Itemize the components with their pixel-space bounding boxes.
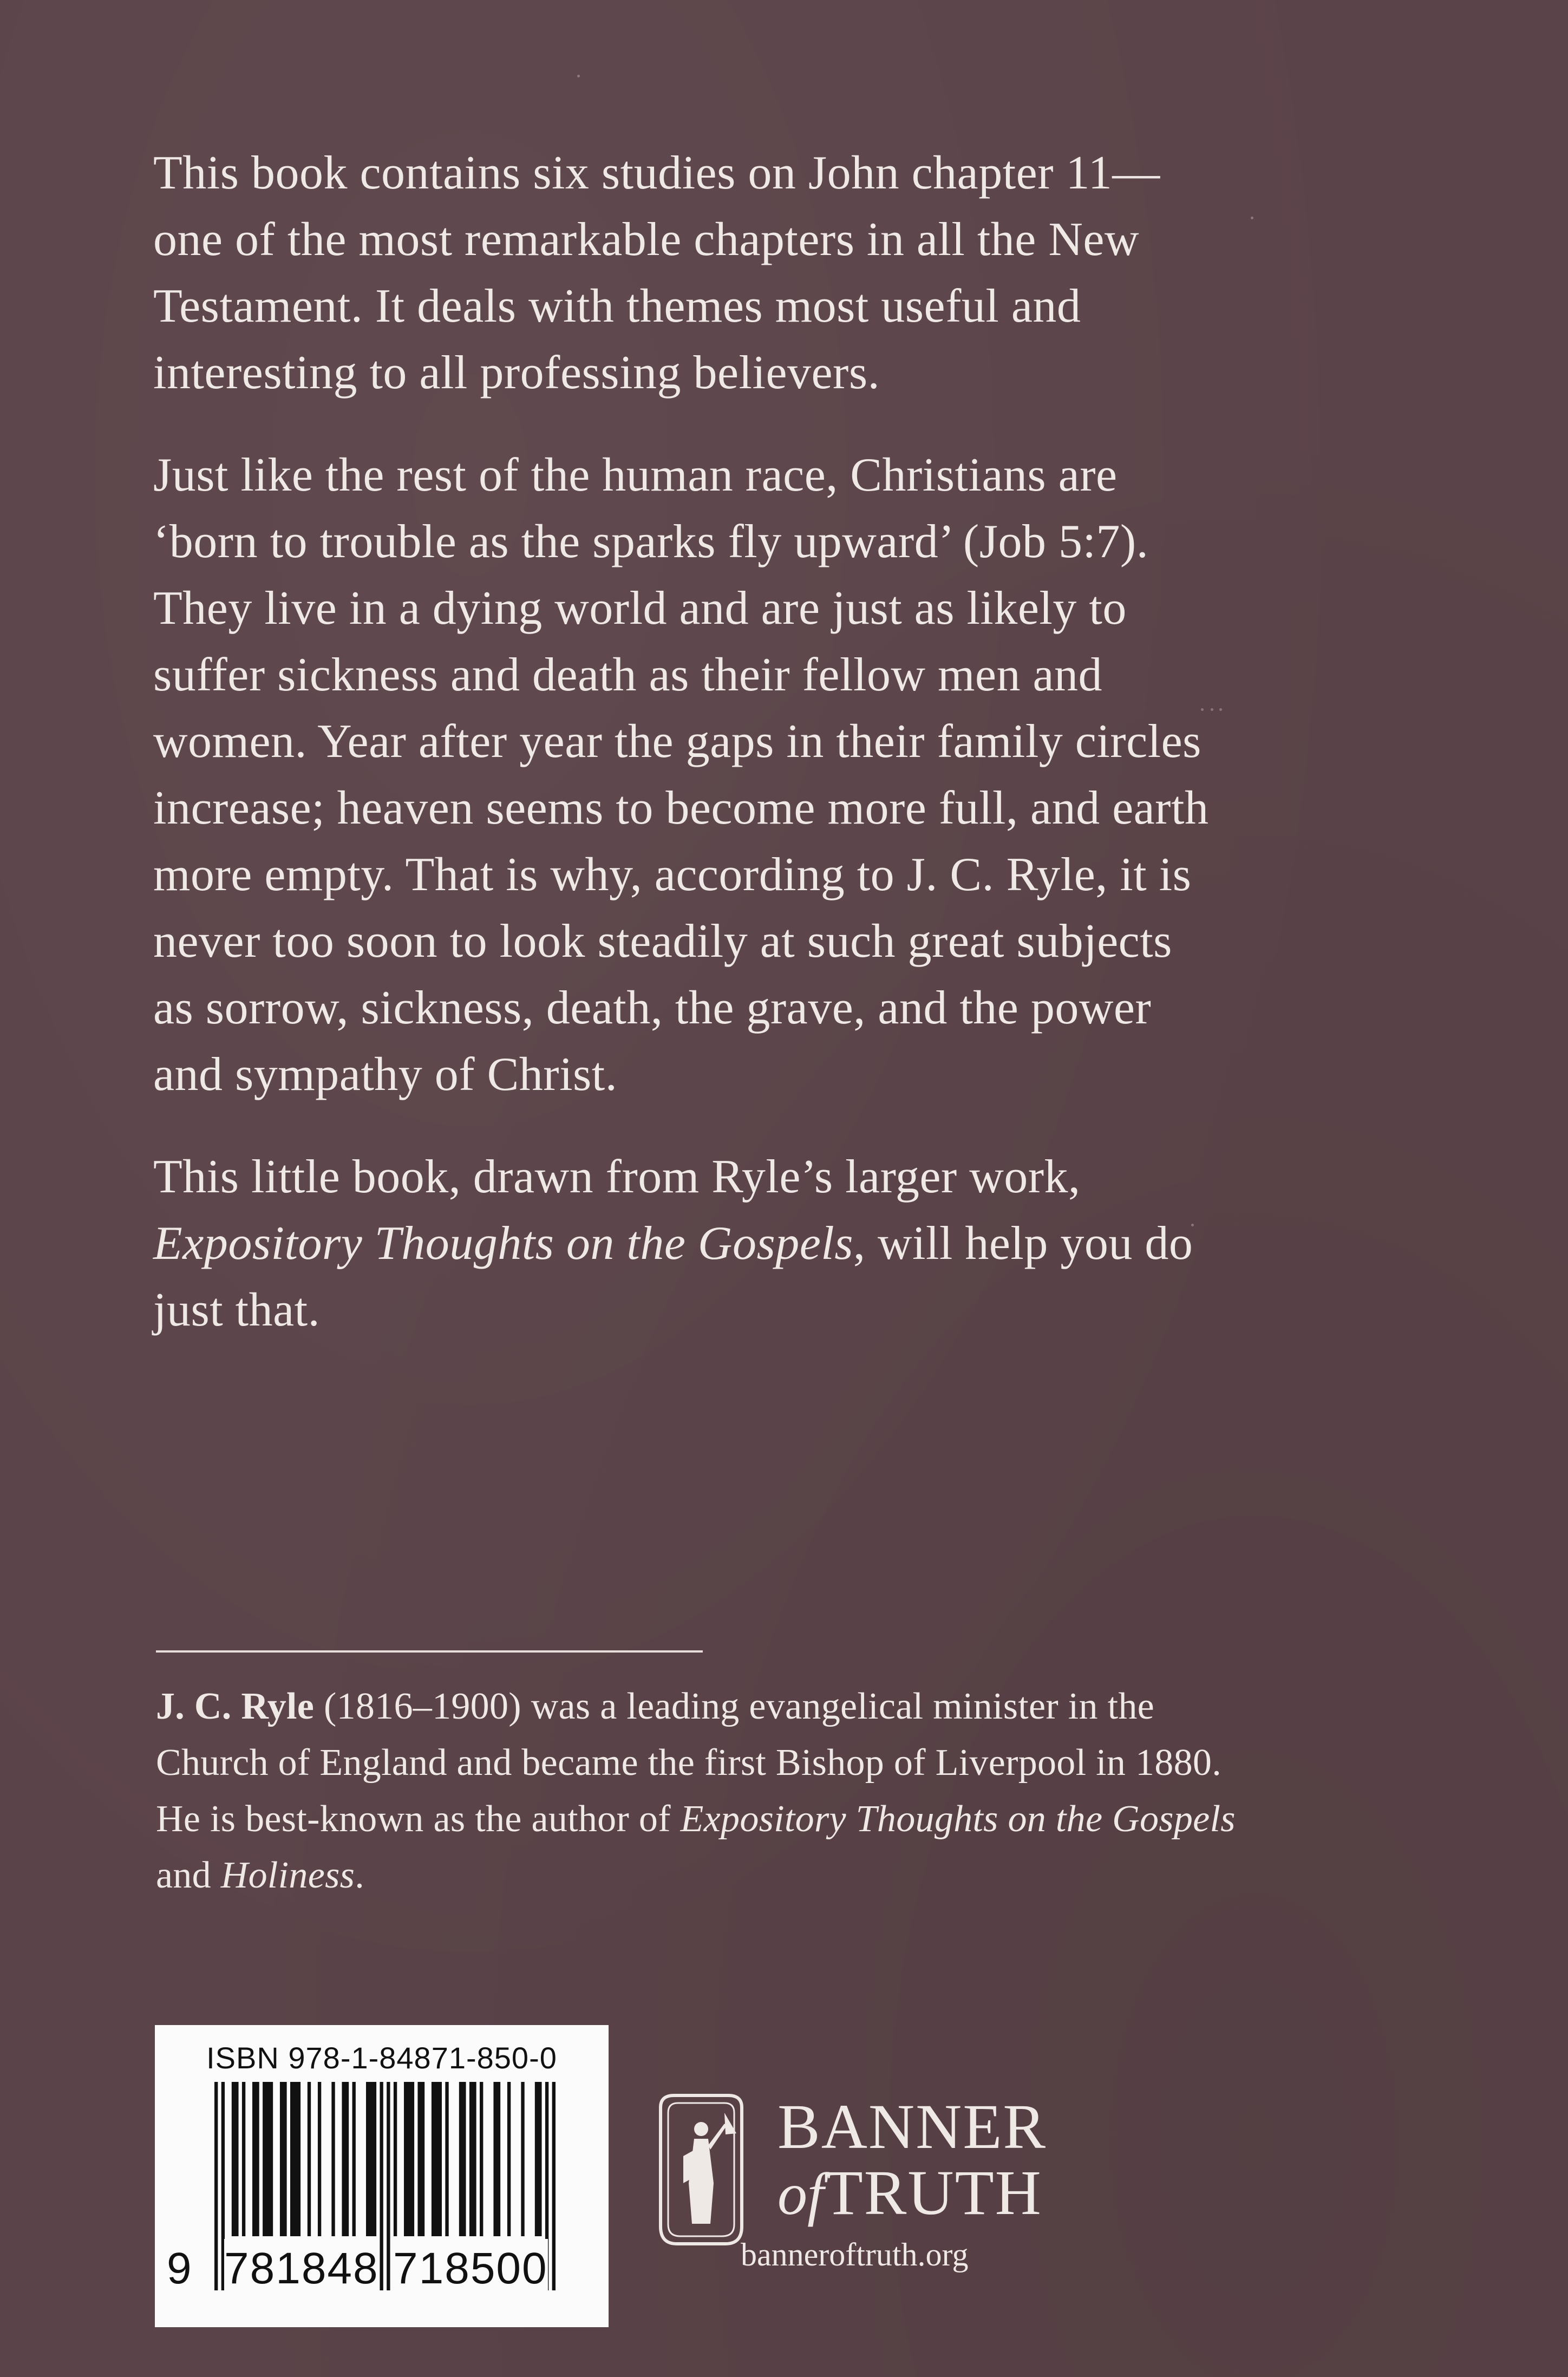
barcode-bar — [263, 2082, 273, 2236]
speck — [577, 75, 580, 77]
blurb-paragraph-2: Just like the rest of the human race, Christians are ‘born to trouble as the sparks fly upward’ (Job 5:7). They live in a dying world and are just as likely to suffer sickness and death as their fellow men and women. Year after year the gaps in their family circles increase; heaven seems to become more full, and earth more empty. That is why, according to J. C. Ryle, it is never too soon to look steadily at such great subjects as sorrow, sickness, death, the grave, and the power and sympathy of Christ. — [153, 449, 1209, 1101]
barcode-bar — [535, 2082, 542, 2236]
bio-text: (1816–1900) was a leading evangelical minister in the Church of England and became the first Bishop of Liverpool in 1880. He is best-known as the author of — [156, 1686, 1221, 1840]
blurb-p3-title: Expository Thoughts on the Gospels — [153, 1217, 853, 1270]
speck — [1201, 708, 1204, 711]
divider-rule — [156, 1650, 703, 1653]
speck — [1251, 217, 1253, 219]
barcode-bar — [432, 2082, 442, 2236]
barcode-bar — [404, 2082, 414, 2236]
barcode-digits-right: 718500 — [393, 2239, 548, 2298]
barcode-bar — [417, 2082, 424, 2236]
publisher-name-line-1: BANNER — [778, 2091, 1047, 2162]
barcode-bar — [252, 2082, 259, 2236]
barcode-bar — [214, 2082, 218, 2290]
barcode-bar — [366, 2082, 376, 2236]
barcode-bar — [387, 2082, 390, 2290]
speck — [1211, 708, 1213, 711]
publisher-name-of: of — [778, 2161, 824, 2227]
barcode-bar — [242, 2082, 245, 2236]
barcode-bar — [469, 2082, 476, 2236]
barcode-bar — [394, 2082, 397, 2236]
barcode-bar — [459, 2082, 466, 2236]
barcode-bar — [480, 2082, 483, 2236]
publisher-name-line-2 — [778, 2157, 1042, 2228]
bio-end: . — [355, 1854, 364, 1896]
barcode-bar — [331, 2082, 335, 2236]
barcode-bar — [308, 2082, 311, 2236]
barcode-bar — [507, 2082, 511, 2236]
speck — [1219, 708, 1222, 711]
publisher-url: banneroftruth.org — [741, 2237, 969, 2272]
author-name: J. C. Ryle — [156, 1686, 315, 1727]
barcode-bar — [552, 2082, 556, 2290]
barcode-bar — [521, 2082, 524, 2236]
blurb-p3-after: , will help you do just that. — [153, 1217, 1193, 1336]
author-bio-paragraph — [156, 1679, 1239, 1904]
blurb-paragraph-1: This book contains six studies on John chapter 11—one of the most remarkable chapters in all the New Testament. It deals with themes most useful and interesting to all professing believers. — [153, 147, 1160, 399]
blurb-paragraph-3 — [153, 1144, 1209, 1343]
barcode-bar — [352, 2082, 356, 2236]
publisher-name-truth: TRUTH — [824, 2157, 1042, 2228]
banner-of-truth-logo-icon — [650, 2091, 753, 2248]
bio-and: and — [156, 1854, 221, 1896]
author-bio — [156, 1679, 1239, 1904]
barcode-bar — [280, 2082, 287, 2236]
barcode-panel — [155, 2025, 609, 2327]
barcode-bar — [232, 2082, 239, 2236]
barcode-digits-left: 781848 — [224, 2239, 379, 2298]
barcode-bar — [318, 2082, 321, 2236]
bio-book-1: Expository Thoughts on the Gospels — [680, 1798, 1236, 1840]
barcode-bar — [380, 2082, 383, 2290]
barcode-bar — [445, 2082, 448, 2236]
blurb — [153, 140, 1209, 1343]
barcode-bar — [342, 2082, 349, 2236]
blurb-p3-before: This little book, drawn from Ryle’s larger work, — [153, 1151, 1081, 1203]
barcode-bar — [290, 2082, 300, 2236]
bio-book-2: Holiness — [220, 1854, 355, 1896]
isbn-label: ISBN 978-1-84871-850-0 — [206, 2041, 557, 2075]
barcode-digit-first: 9 — [167, 2239, 193, 2298]
speck — [1191, 1224, 1194, 1226]
barcode-bar — [493, 2082, 500, 2236]
